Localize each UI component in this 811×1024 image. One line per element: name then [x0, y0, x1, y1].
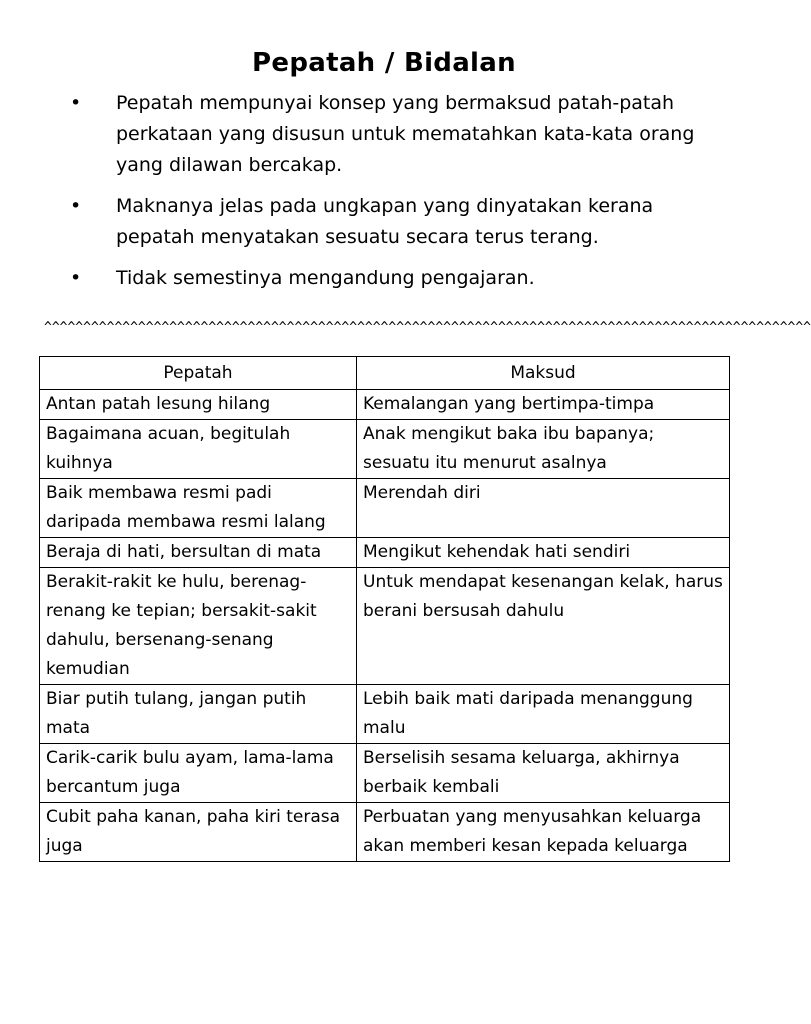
- table-row: [40, 685, 730, 744]
- column-header-pepatah: Pepatah: [40, 357, 357, 390]
- bullet-text: Maknanya jelas pada ungkapan yang dinyatakan kerana pepatah menyatakan sesuatu secara terus terang.: [116, 195, 654, 248]
- maksud-cell: Berselisih sesama keluarga, akhirnya berbaik kembali: [357, 744, 730, 803]
- bullet-text: Tidak semestinya mengandung pengajaran.: [116, 267, 535, 289]
- pepatah-cell: Berakit-rakit ke hulu, berenag-renang ke tepian; bersakit-sakit dahulu, bersenang-senang kemudian: [40, 568, 357, 685]
- maksud-cell: Untuk mendapat kesenangan kelak, harus berani bersusah dahulu: [357, 568, 730, 685]
- pepatah-cell: Beraja di hati, bersultan di mata: [40, 538, 357, 568]
- pepatah-cell: Bagaimana acuan, begitulah kuihnya: [40, 420, 357, 479]
- bullet-item: [64, 263, 714, 294]
- table-row: [40, 744, 730, 803]
- bullet-item: [64, 88, 714, 181]
- maksud-cell: Perbuatan yang menyusahkan keluarga akan memberi kesan kepada keluarga: [357, 803, 730, 862]
- maksud-cell: Mengikut kehendak hati sendiri: [357, 538, 730, 568]
- pepatah-cell: Biar putih tulang, jangan putih mata: [40, 685, 357, 744]
- caret-divider: ^^^^^^^^^^^^^^^^^^^^^^^^^^^^^^^^^^^^^^^^^^^^^^^^^^^^^^^^^^^^^^^^^^^^^^^^^^^^^^^^^^^^^^^^^^^^^^^^^^: [44, 320, 811, 335]
- page-title: Pepatah / Bidalan: [252, 48, 516, 78]
- table-row: [40, 568, 730, 685]
- maksud-cell: Merendah diri: [357, 479, 730, 538]
- table-row: [40, 390, 730, 420]
- maksud-cell: Anak mengikut baka ibu bapanya; sesuatu itu menurut asalnya: [357, 420, 730, 479]
- bullet-icon: •: [70, 195, 82, 217]
- bullet-item: [64, 191, 714, 253]
- bullet-list: [64, 88, 714, 304]
- column-header-maksud: Maksud: [357, 357, 730, 390]
- table-row: [40, 479, 730, 538]
- table-row: [40, 420, 730, 479]
- table-header-row: [40, 357, 730, 390]
- pepatah-cell: Antan patah lesung hilang: [40, 390, 357, 420]
- bullet-icon: •: [70, 92, 82, 114]
- table-row: [40, 538, 730, 568]
- pepatah-cell: Carik-carik bulu ayam, lama-lama bercantum juga: [40, 744, 357, 803]
- table-row: [40, 803, 730, 862]
- maksud-cell: Kemalangan yang bertimpa-timpa: [357, 390, 730, 420]
- pepatah-table: [39, 356, 730, 862]
- pepatah-cell: Cubit paha kanan, paha kiri terasa juga: [40, 803, 357, 862]
- bullet-text: Pepatah mempunyai konsep yang bermaksud patah-patah perkataan yang disusun untuk mematahkan kata-kata orang yang dilawan bercakap.: [116, 92, 695, 176]
- pepatah-cell: Baik membawa resmi padi daripada membawa resmi lalang: [40, 479, 357, 538]
- maksud-cell: Lebih baik mati daripada menanggung malu: [357, 685, 730, 744]
- bullet-icon: •: [70, 267, 82, 289]
